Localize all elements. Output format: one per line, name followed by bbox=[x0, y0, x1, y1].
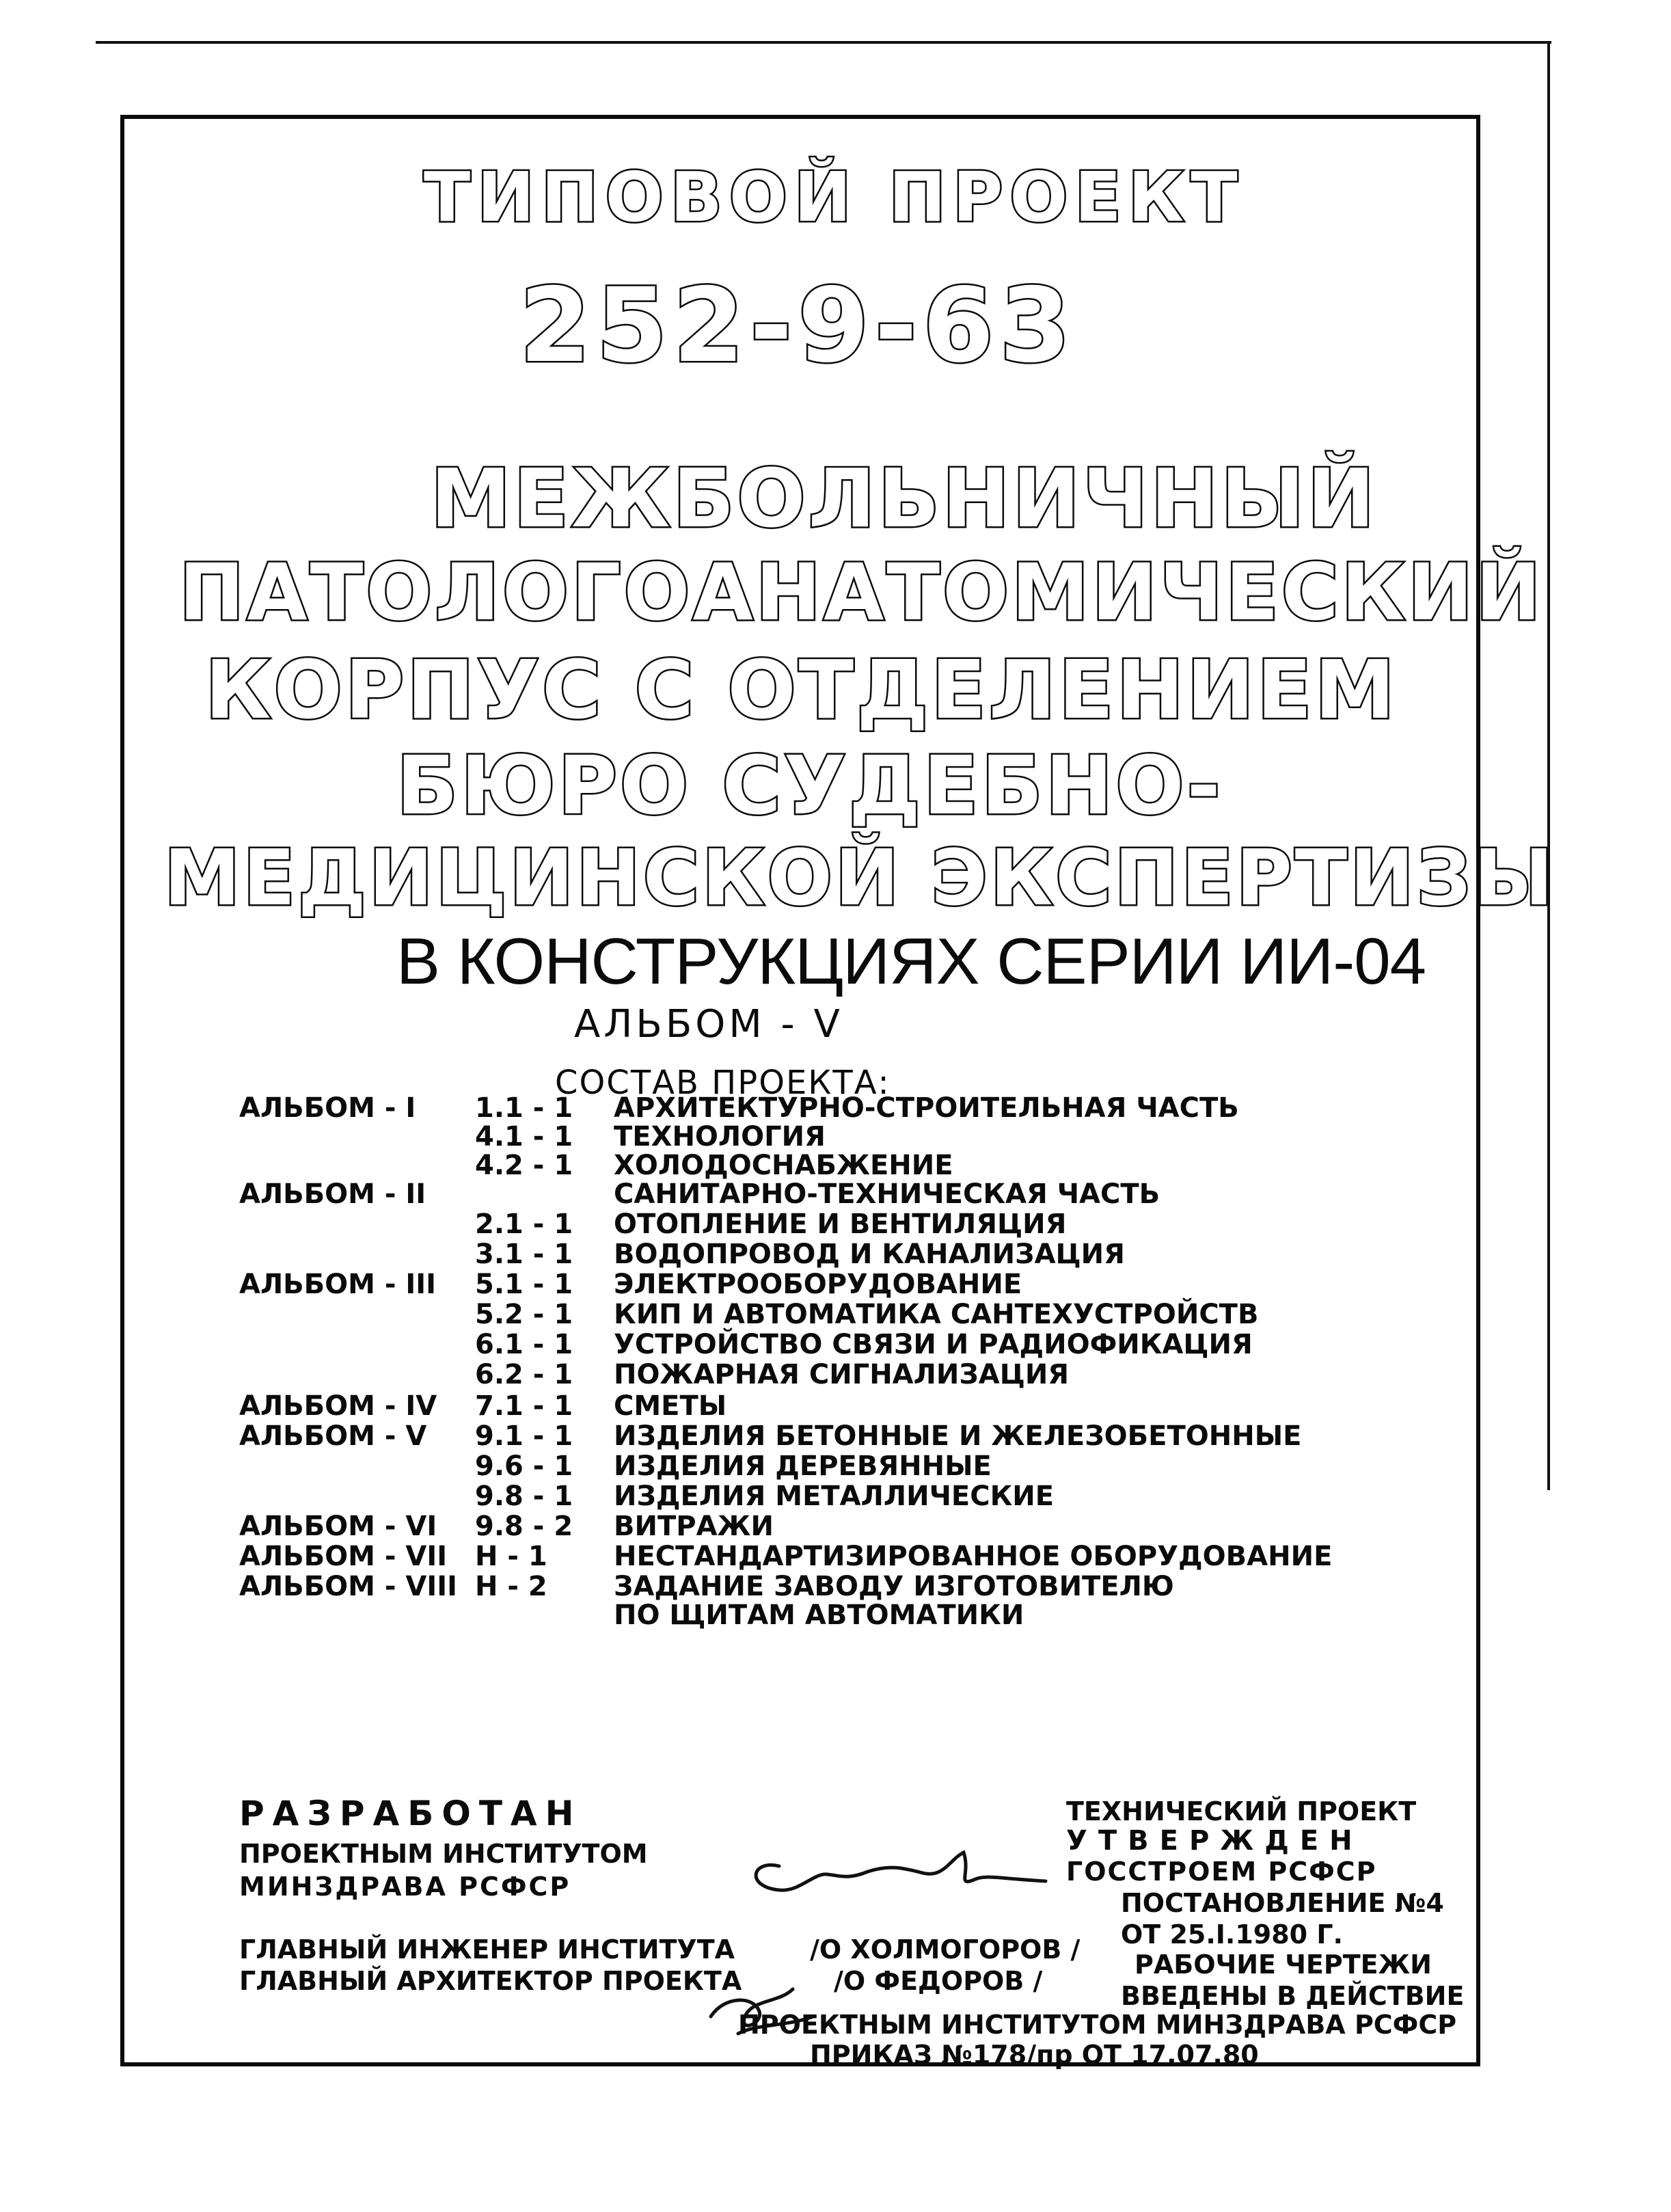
approval-line-9: ПРИКАЗ №178/пр ОТ 17.07.80 bbox=[810, 2040, 1259, 2070]
row-code: 6.2 - 1 bbox=[475, 1359, 573, 1390]
title-line-4: БЮРО СУДЕБНО- bbox=[396, 738, 1223, 833]
type-project-heading: ТИПОВОЙ ПРОЕКТ bbox=[424, 157, 1245, 237]
developer-line-1: ПРОЕКТНЫМ ИНСТИТУТОМ bbox=[239, 1839, 648, 1869]
contents-heading: СОСТАВ ПРОЕКТА: bbox=[555, 1064, 891, 1102]
developer-heading: РАЗРАБОТАН bbox=[239, 1794, 582, 1833]
row-code: 2.1 - 1 bbox=[475, 1209, 573, 1240]
title-line-5: МЕДИЦИНСКОЙ ЭКСПЕРТИЗЫ bbox=[164, 834, 1556, 923]
contents-row bbox=[239, 1571, 1469, 1602]
row-code: 9.6 - 1 bbox=[475, 1451, 573, 1482]
contents-row bbox=[239, 1209, 1469, 1240]
row-album: АЛЬБОМ - V bbox=[239, 1420, 427, 1452]
contents-row bbox=[239, 1420, 1469, 1452]
approval-line-1: ТЕХНИЧЕСКИЙ ПРОЕКТ bbox=[1066, 1796, 1417, 1826]
album-label: АЛЬБОМ - V bbox=[574, 1002, 843, 1047]
row-desc: САНИТАРНО-ТЕХНИЧЕСКАЯ ЧАСТЬ bbox=[614, 1178, 1160, 1210]
row-desc: ОТОПЛЕНИЕ И ВЕНТИЛЯЦИЯ bbox=[614, 1209, 1067, 1240]
approval-line-2: УТВЕРЖДЕН bbox=[1066, 1825, 1363, 1857]
contents-row bbox=[239, 1239, 1469, 1270]
chief-engineer-label: ГЛАВНЫЙ ИНЖЕНЕР ИНСТИТУТА bbox=[239, 1934, 735, 1965]
row-code: 1.1 - 1 bbox=[475, 1092, 573, 1124]
row-desc: УСТРОЙСТВО СВЯЗИ И РАДИОФИКАЦИЯ bbox=[614, 1329, 1253, 1360]
approval-line-7: ВВЕДЕНЫ В ДЕЙСТВИЕ bbox=[1121, 1981, 1465, 2011]
approval-line-4: ПОСТАНОВЛЕНИЕ №4 bbox=[1121, 1888, 1444, 1918]
row-desc: ТЕХНОЛОГИЯ bbox=[614, 1121, 826, 1152]
row-desc: ИЗДЕЛИЯ БЕТОННЫЕ И ЖЕЛЕЗОБЕТОННЫЕ bbox=[614, 1420, 1302, 1452]
row-code: 4.1 - 1 bbox=[475, 1121, 573, 1152]
contents-row bbox=[239, 1121, 1469, 1152]
row-desc: ЗАДАНИЕ ЗАВОДУ ИЗГОТОВИТЕЛЮ bbox=[614, 1571, 1174, 1602]
row-desc: НЕСТАНДАРТИЗИРОВАННОЕ ОБОРУДОВАНИЕ bbox=[614, 1541, 1333, 1572]
approval-line-5: ОТ 25.I.1980 Г. bbox=[1121, 1919, 1343, 1950]
contents-row bbox=[239, 1511, 1469, 1542]
contents-row bbox=[239, 1178, 1469, 1210]
row-code: 3.1 - 1 bbox=[475, 1239, 573, 1270]
series-subtitle: В КОНСТРУКЦИЯХ СЕРИИ ИИ-04 bbox=[396, 925, 1426, 998]
row-desc: ПО ЩИТАМ АВТОМАТИКИ bbox=[614, 1600, 1024, 1631]
contents-row bbox=[239, 1299, 1469, 1330]
title-line-2: ПАТОЛОГОАНАТОМИЧЕСКИЙ bbox=[179, 547, 1544, 638]
contents-row bbox=[239, 1390, 1469, 1422]
row-desc: ХОЛОДОСНАБЖЕНИЕ bbox=[614, 1150, 953, 1181]
contents-row bbox=[239, 1541, 1469, 1572]
row-album: АЛЬБОМ - I bbox=[239, 1092, 416, 1124]
right-border-line bbox=[1547, 41, 1550, 1490]
chief-architect-name: /О ФЕДОРОВ / bbox=[834, 1966, 1043, 1996]
row-desc: ВИТРАЖИ bbox=[614, 1511, 774, 1542]
row-desc: ВОДОПРОВОД И КАНАЛИЗАЦИЯ bbox=[614, 1239, 1125, 1270]
row-album: АЛЬБОМ - IV bbox=[239, 1390, 437, 1422]
row-desc: АРХИТЕКТУРНО-СТРОИТЕЛЬНАЯ ЧАСТЬ bbox=[614, 1092, 1239, 1124]
contents-row bbox=[239, 1150, 1469, 1181]
row-code: 6.1 - 1 bbox=[475, 1329, 573, 1360]
row-code: 9.1 - 1 bbox=[475, 1420, 573, 1452]
row-album: АЛЬБОМ - VII bbox=[239, 1541, 448, 1572]
contents-row bbox=[239, 1481, 1469, 1512]
row-desc: КИП И АВТОМАТИКА САНТЕХУСТРОЙСТВ bbox=[614, 1299, 1259, 1330]
contents-row bbox=[239, 1451, 1469, 1482]
row-code: 5.1 - 1 bbox=[475, 1269, 573, 1300]
approval-line-6: РАБОЧИЕ ЧЕРТЕЖИ bbox=[1135, 1950, 1432, 1980]
row-album: АЛЬБОМ - VI bbox=[239, 1511, 437, 1542]
project-number: 252-9-63 bbox=[519, 267, 1076, 386]
title-line-3: КОРПУС С ОТДЕЛЕНИЕМ bbox=[205, 643, 1398, 737]
signature-image bbox=[738, 1832, 1059, 1907]
chief-engineer-name: /О ХОЛМОГОРОВ / bbox=[810, 1934, 1081, 1965]
row-album: АЛЬБОМ - III bbox=[239, 1269, 437, 1300]
developer-line-2: МИНЗДРАВА РСФСР bbox=[239, 1872, 571, 1902]
row-code: 5.2 - 1 bbox=[475, 1299, 573, 1330]
row-desc: ИЗДЕЛИЯ ДЕРЕВЯННЫЕ bbox=[614, 1451, 992, 1482]
row-code: Н - 1 bbox=[475, 1541, 547, 1572]
contents-row bbox=[239, 1329, 1469, 1360]
row-code: 4.2 - 1 bbox=[475, 1150, 573, 1181]
title-line-1: МЕЖБОЛЬНИЧНЫЙ bbox=[431, 451, 1378, 545]
contents-row bbox=[239, 1269, 1469, 1300]
row-code: Н - 2 bbox=[475, 1571, 547, 1602]
row-code: 9.8 - 2 bbox=[475, 1511, 573, 1542]
top-border-line bbox=[96, 41, 1551, 44]
contents-row bbox=[239, 1600, 1469, 1631]
row-desc: ИЗДЕЛИЯ МЕТАЛЛИЧЕСКИЕ bbox=[614, 1481, 1055, 1512]
row-album: АЛЬБОМ - VIII bbox=[239, 1571, 458, 1602]
chief-architect-label: ГЛАВНЫЙ АРХИТЕКТОР ПРОЕКТА bbox=[239, 1966, 742, 1996]
approval-line-3: ГОССТРОЕМ РСФСР bbox=[1066, 1857, 1377, 1887]
row-desc: СМЕТЫ bbox=[614, 1390, 727, 1422]
row-code: 7.1 - 1 bbox=[475, 1390, 573, 1422]
row-code: 9.8 - 1 bbox=[475, 1481, 573, 1512]
row-album: АЛЬБОМ - II bbox=[239, 1178, 426, 1210]
contents-row bbox=[239, 1092, 1469, 1124]
row-desc: ЭЛЕКТРООБОРУДОВАНИЕ bbox=[614, 1269, 1022, 1300]
approval-line-8: ПРОЕКТНЫМ ИНСТИТУТОМ МИНЗДРАВА РСФСР bbox=[738, 2010, 1457, 2040]
contents-row bbox=[239, 1359, 1469, 1390]
row-desc: ПОЖАРНАЯ СИГНАЛИЗАЦИЯ bbox=[614, 1359, 1070, 1390]
